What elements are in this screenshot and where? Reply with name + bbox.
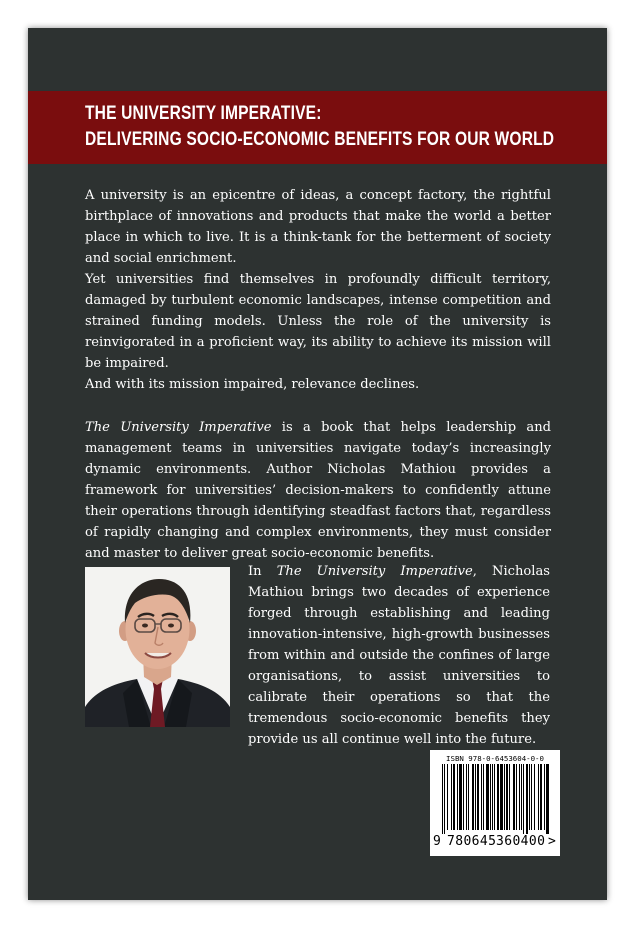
- barcode-digit-group-1: 780645: [447, 834, 497, 849]
- barcode-lead-digit: 9: [433, 834, 441, 849]
- barcode-digit-group-2: 360400: [496, 834, 546, 849]
- book-back-cover: [28, 28, 607, 900]
- blurb-paragraph-4-text: is a book that helps leadership and management teams in universities navigate today’s increasingly dynamic environments. Author Nicholas Mathiou provides a framework for universities’ decision-makers to confidently attune their operations through identifying steadfast factors that, regardless of rapidly changing and complex environments, they must consider and master to deliver great socio-economic benefits.: [85, 420, 552, 561]
- author-portrait-icon: [85, 567, 230, 727]
- blurb-paragraph-3: And with its mission impaired, relevance declines.: [85, 377, 420, 392]
- title-line-1: THE UNIVERSITY IMPERATIVE:: [85, 103, 322, 124]
- author-photo: [85, 567, 230, 727]
- blurb-paragraph-4: [85, 417, 551, 564]
- title-banner: [28, 91, 607, 164]
- bio-prefix: In: [248, 564, 277, 579]
- blurb-paragraph-1: A university is an epicentre of ideas, a concept factory, the rightful birthplace of innovations and products that make the world a better place in which to live. It is a think-tank for the betterment of society and social enrichment.: [85, 188, 551, 266]
- barcode-arrow: >: [548, 834, 556, 849]
- barcode-bars-icon: [430, 764, 560, 834]
- bio-book-title-italic: The University Imperative: [276, 564, 473, 579]
- blurb-paragraph-2: Yet universities find themselves in profoundly difficult territory, damaged by turbulent economic landscapes, intense competition and strained funding models. Unless the role of the university is reinvigorated in a proficient way, its ability to achieve its mission will be impaired.: [85, 272, 551, 371]
- bio-text: , Nicholas Mathiou brings two decades of experience forged through establishing and leading innovation-intensive, high-growth businesses from within and outside the confines of large organisations, to assist universities to calibrate their operations so that the tremendous socio-economic benefits they provide us all continue well into the future.: [248, 564, 550, 747]
- book-title-italic: The University Imperative: [85, 420, 272, 435]
- isbn-barcode: [430, 750, 560, 856]
- title-line-2: DELIVERING SOCIO-ECONOMIC BENEFITS FOR OUR WORLD: [85, 129, 555, 150]
- author-bio: [248, 561, 550, 750]
- isbn-label: ISBN 978-0-6453604-0-0: [446, 754, 544, 763]
